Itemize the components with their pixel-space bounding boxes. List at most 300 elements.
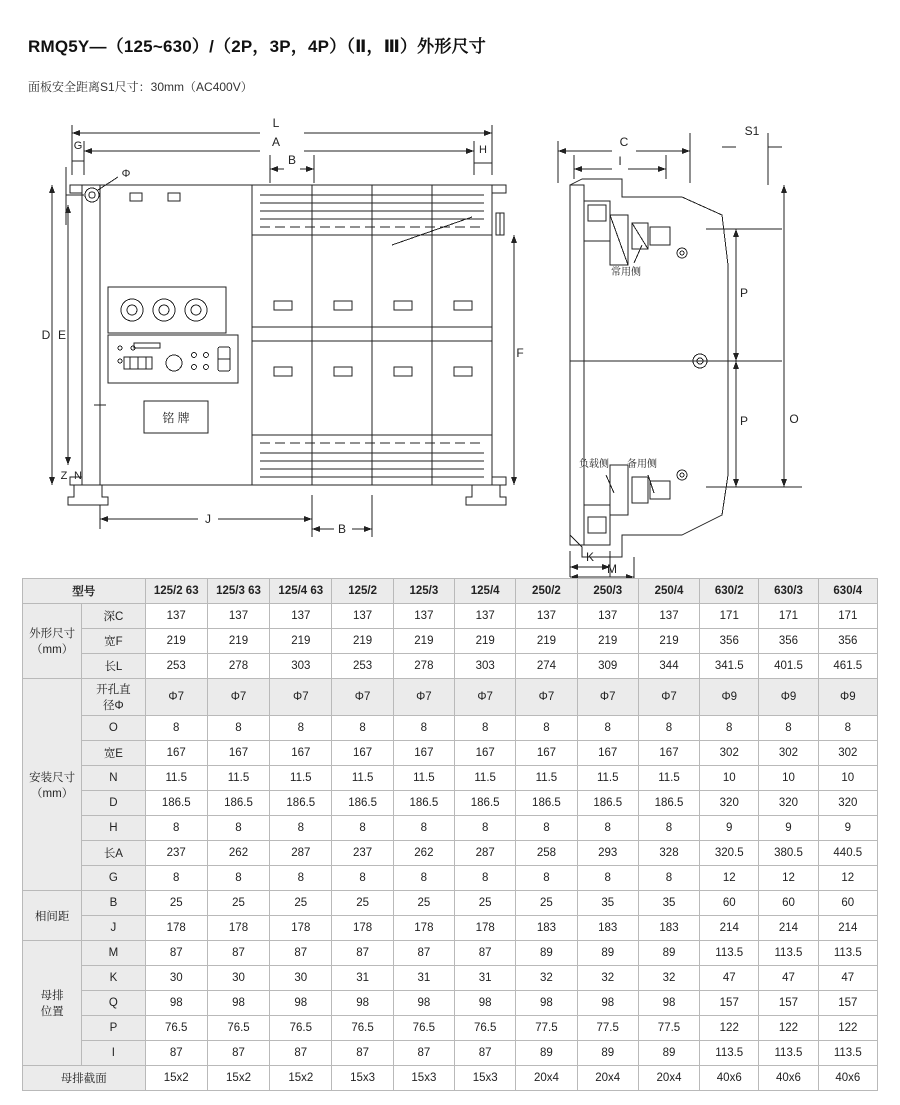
- dim-label-L: L: [272, 116, 280, 130]
- dim-label-F: F: [516, 346, 524, 360]
- cell-1-0-8: Φ7: [638, 679, 699, 716]
- cell-3-3-3: 76.5: [332, 1016, 393, 1041]
- cell-3-2-5: 98: [455, 991, 516, 1016]
- cell-3-3-1: 76.5: [207, 1016, 269, 1041]
- cell-2-0-6: 25: [516, 891, 577, 916]
- cell-1-4-8: 186.5: [638, 791, 699, 816]
- cell-3-1-9: 47: [700, 966, 759, 991]
- cell-1-0-0: Φ7: [145, 679, 207, 716]
- cell-1-5-8: 8: [638, 816, 699, 841]
- cell-3-1-2: 30: [270, 966, 332, 991]
- cell-1-2-9: 302: [700, 741, 759, 766]
- cell-2-1-3: 178: [332, 916, 393, 941]
- header-model-9: 630/2: [700, 579, 759, 604]
- footer-cell-0: 15x2: [145, 1066, 207, 1091]
- cell-1-5-0: 8: [145, 816, 207, 841]
- cell-3-4-4: 87: [393, 1041, 454, 1066]
- cell-3-4-2: 87: [270, 1041, 332, 1066]
- cell-1-2-4: 167: [393, 741, 454, 766]
- outline-dimension-drawing: [22, 105, 878, 576]
- cell-1-6-5: 287: [455, 841, 516, 866]
- cell-3-3-6: 77.5: [516, 1016, 577, 1041]
- footer-cell-10: 40x6: [759, 1066, 818, 1091]
- cell-3-3-8: 77.5: [638, 1016, 699, 1041]
- cell-0-0-0: 137: [145, 604, 207, 629]
- cell-1-7-8: 8: [638, 866, 699, 891]
- cell-2-1-11: 214: [818, 916, 877, 941]
- cell-3-4-8: 89: [638, 1041, 699, 1066]
- cell-3-3-11: 122: [818, 1016, 877, 1041]
- cell-1-0-2: Φ7: [270, 679, 332, 716]
- cell-1-3-10: 10: [759, 766, 818, 791]
- cell-1-2-8: 167: [638, 741, 699, 766]
- cell-0-0-7: 137: [577, 604, 638, 629]
- group-label-3: [23, 941, 82, 1066]
- cell-1-6-1: 262: [207, 841, 269, 866]
- row-label-2-0: B: [82, 891, 145, 916]
- cell-1-6-2: 287: [270, 841, 332, 866]
- row-label-1-3: N: [82, 766, 145, 791]
- cell-3-3-0: 76.5: [145, 1016, 207, 1041]
- cell-1-0-3: Φ7: [332, 679, 393, 716]
- cell-0-0-5: 137: [455, 604, 516, 629]
- group-label-0: [23, 604, 82, 679]
- cell-3-0-0: 87: [145, 941, 207, 966]
- cell-3-0-2: 87: [270, 941, 332, 966]
- cell-0-0-10: 171: [759, 604, 818, 629]
- cell-3-2-0: 98: [145, 991, 207, 1016]
- cell-2-0-8: 35: [638, 891, 699, 916]
- cell-1-1-1: 8: [207, 716, 269, 741]
- cell-1-1-2: 8: [270, 716, 332, 741]
- cell-2-1-4: 178: [393, 916, 454, 941]
- row-label-1-2: 宽E: [82, 741, 145, 766]
- cell-3-3-2: 76.5: [270, 1016, 332, 1041]
- header-model-8: 250/4: [638, 579, 699, 604]
- cell-1-4-5: 186.5: [455, 791, 516, 816]
- cell-3-2-7: 98: [577, 991, 638, 1016]
- dim-label-H: H: [479, 144, 487, 156]
- cell-1-1-0: 8: [145, 716, 207, 741]
- cell-0-1-7: 219: [577, 629, 638, 654]
- row-label-3-3: P: [82, 1016, 145, 1041]
- technical-drawing: [22, 105, 878, 576]
- cell-1-6-11: 440.5: [818, 841, 877, 866]
- cell-0-0-9: 171: [700, 604, 759, 629]
- cell-1-0-9: Φ9: [700, 679, 759, 716]
- cell-3-4-6: 89: [516, 1041, 577, 1066]
- cell-1-3-2: 11.5: [270, 766, 332, 791]
- row-label-1-1: O: [82, 716, 145, 741]
- cell-1-6-3: 237: [332, 841, 393, 866]
- cell-2-1-6: 183: [516, 916, 577, 941]
- header-model-0: 125/2 63: [145, 579, 207, 604]
- cell-0-1-5: 219: [455, 629, 516, 654]
- cell-3-1-11: 47: [818, 966, 877, 991]
- table-row: [23, 866, 878, 891]
- cell-3-4-10: 113.5: [759, 1041, 818, 1066]
- cell-1-1-10: 8: [759, 716, 818, 741]
- cell-1-1-9: 8: [700, 716, 759, 741]
- dim-label-J: J: [205, 512, 211, 526]
- cell-1-6-8: 328: [638, 841, 699, 866]
- cell-1-6-0: 237: [145, 841, 207, 866]
- group-label-line2: 位置: [40, 1006, 64, 1018]
- table-row: [23, 1041, 878, 1066]
- cell-0-2-5: 303: [455, 654, 516, 679]
- cell-1-2-2: 167: [270, 741, 332, 766]
- row-label-1-0: [82, 679, 145, 716]
- cell-3-2-4: 98: [393, 991, 454, 1016]
- cell-1-5-5: 8: [455, 816, 516, 841]
- dim-label-P-upper: P: [739, 286, 749, 300]
- cell-0-0-2: 137: [270, 604, 332, 629]
- footer-cell-6: 20x4: [516, 1066, 577, 1091]
- table-row: [23, 816, 878, 841]
- cell-1-1-6: 8: [516, 716, 577, 741]
- cell-1-2-1: 167: [207, 741, 269, 766]
- cell-3-3-5: 76.5: [455, 1016, 516, 1041]
- group-label-line1: 母排: [40, 990, 64, 1002]
- table-row: [23, 841, 878, 866]
- dim-label-D: D: [41, 328, 51, 342]
- header-model-4: 125/3: [393, 579, 454, 604]
- cell-3-1-0: 30: [145, 966, 207, 991]
- cell-3-3-4: 76.5: [393, 1016, 454, 1041]
- callout-common-side: 常用侧: [611, 267, 641, 278]
- group-label-line1: 相间距: [34, 910, 70, 923]
- footer-cell-4: 15x3: [393, 1066, 454, 1091]
- cell-2-1-7: 183: [577, 916, 638, 941]
- table-header-row: [23, 579, 878, 604]
- cell-1-4-4: 186.5: [393, 791, 454, 816]
- table-row: [23, 654, 878, 679]
- cell-0-1-11: 356: [818, 629, 877, 654]
- cell-0-1-9: 356: [700, 629, 759, 654]
- cell-1-6-10: 380.5: [759, 841, 818, 866]
- row-label-1-7: G: [82, 866, 145, 891]
- cell-1-6-7: 293: [577, 841, 638, 866]
- cell-0-1-1: 219: [207, 629, 269, 654]
- footer-cell-8: 20x4: [638, 1066, 699, 1091]
- row-label-1-6: 长A: [82, 841, 145, 866]
- cell-1-6-4: 262: [393, 841, 454, 866]
- dim-label-G: G: [73, 140, 83, 152]
- cell-3-4-0: 87: [145, 1041, 207, 1066]
- cell-0-1-10: 356: [759, 629, 818, 654]
- cell-2-1-10: 214: [759, 916, 818, 941]
- cell-1-4-10: 320: [759, 791, 818, 816]
- cell-2-0-0: 25: [145, 891, 207, 916]
- cell-2-0-2: 25: [270, 891, 332, 916]
- callout-standby-side: 备用侧: [627, 459, 657, 470]
- table-row: [23, 679, 878, 716]
- cell-1-3-8: 11.5: [638, 766, 699, 791]
- header-model-1: 125/3 63: [207, 579, 269, 604]
- cell-3-4-3: 87: [332, 1041, 393, 1066]
- cell-2-1-9: 214: [700, 916, 759, 941]
- cell-1-2-0: 167: [145, 741, 207, 766]
- table-row: [23, 891, 878, 916]
- group-label-1: [23, 679, 82, 891]
- dim-label-E: E: [57, 328, 67, 342]
- cell-0-2-0: 253: [145, 654, 207, 679]
- cell-1-6-9: 320.5: [700, 841, 759, 866]
- row-label-0-1: 宽F: [82, 629, 145, 654]
- cell-3-4-1: 87: [207, 1041, 269, 1066]
- row-label-line2: 径Φ: [103, 700, 124, 712]
- footer-cell-11: 40x6: [818, 1066, 877, 1091]
- cell-1-0-11: Φ9: [818, 679, 877, 716]
- header-model-3: 125/2: [332, 579, 393, 604]
- footer-cell-7: 20x4: [577, 1066, 638, 1091]
- cell-0-2-3: 253: [332, 654, 393, 679]
- table-footer-row: [23, 1066, 878, 1091]
- cell-3-0-7: 89: [577, 941, 638, 966]
- cell-3-1-3: 31: [332, 966, 393, 991]
- group-label-2: [23, 891, 82, 941]
- row-label-0-2: 长L: [82, 654, 145, 679]
- dim-label-N: N: [74, 470, 82, 482]
- cell-3-3-10: 122: [759, 1016, 818, 1041]
- cell-2-0-11: 60: [818, 891, 877, 916]
- cell-0-1-8: 219: [638, 629, 699, 654]
- footer-cell-1: 15x2: [207, 1066, 269, 1091]
- group-label-line1: 安装尺寸: [29, 771, 76, 784]
- header-model-7: 250/3: [577, 579, 638, 604]
- cell-0-0-8: 137: [638, 604, 699, 629]
- cell-1-1-8: 8: [638, 716, 699, 741]
- table-row: [23, 629, 878, 654]
- cell-0-0-4: 137: [393, 604, 454, 629]
- cell-1-5-9: 9: [700, 816, 759, 841]
- cell-1-7-11: 12: [818, 866, 877, 891]
- cell-1-2-11: 302: [818, 741, 877, 766]
- dim-label-O: O: [789, 412, 799, 426]
- cell-1-2-10: 302: [759, 741, 818, 766]
- dim-label-C: C: [619, 135, 629, 149]
- cell-1-1-7: 8: [577, 716, 638, 741]
- cell-1-7-9: 12: [700, 866, 759, 891]
- cell-3-0-5: 87: [455, 941, 516, 966]
- cell-2-0-1: 25: [207, 891, 269, 916]
- table-row: [23, 941, 878, 966]
- cell-2-0-5: 25: [455, 891, 516, 916]
- cell-1-0-1: Φ7: [207, 679, 269, 716]
- table-row: [23, 766, 878, 791]
- cell-1-3-1: 11.5: [207, 766, 269, 791]
- footer-label: 母排截面: [23, 1066, 146, 1091]
- cell-1-3-3: 11.5: [332, 766, 393, 791]
- cell-1-3-4: 11.5: [393, 766, 454, 791]
- cell-1-5-3: 8: [332, 816, 393, 841]
- cell-2-1-5: 178: [455, 916, 516, 941]
- cell-1-3-9: 10: [700, 766, 759, 791]
- dim-label-B-top: B: [287, 153, 297, 167]
- cell-2-1-2: 178: [270, 916, 332, 941]
- dim-label-phi: Φ: [121, 168, 131, 180]
- dim-label-P-lower: P: [739, 414, 749, 428]
- cell-3-0-8: 89: [638, 941, 699, 966]
- header-model-5: 125/4: [455, 579, 516, 604]
- cell-3-0-10: 113.5: [759, 941, 818, 966]
- cell-2-0-10: 60: [759, 891, 818, 916]
- cell-1-0-10: Φ9: [759, 679, 818, 716]
- row-label-2-1: J: [82, 916, 145, 941]
- row-label-3-2: Q: [82, 991, 145, 1016]
- cell-0-1-6: 219: [516, 629, 577, 654]
- cell-3-2-6: 98: [516, 991, 577, 1016]
- cell-3-1-10: 47: [759, 966, 818, 991]
- cell-3-1-4: 31: [393, 966, 454, 991]
- cell-1-7-2: 8: [270, 866, 332, 891]
- cell-1-4-2: 186.5: [270, 791, 332, 816]
- row-label-3-0: M: [82, 941, 145, 966]
- nameplate-label: 铭 牌: [162, 411, 190, 425]
- cell-3-2-8: 98: [638, 991, 699, 1016]
- cell-1-4-11: 320: [818, 791, 877, 816]
- cell-0-0-11: 171: [818, 604, 877, 629]
- cell-3-4-5: 87: [455, 1041, 516, 1066]
- spec-table: [22, 578, 878, 1091]
- dim-label-S1: S1: [744, 124, 760, 138]
- row-label-0-0: 深C: [82, 604, 145, 629]
- cell-1-4-3: 186.5: [332, 791, 393, 816]
- group-label-line1: 外形尺寸: [29, 628, 76, 640]
- cell-3-0-9: 113.5: [700, 941, 759, 966]
- cell-2-0-4: 25: [393, 891, 454, 916]
- cell-1-2-3: 167: [332, 741, 393, 766]
- spec-table-body: [23, 579, 878, 1091]
- cell-0-2-8: 344: [638, 654, 699, 679]
- cell-1-5-11: 9: [818, 816, 877, 841]
- table-row: [23, 791, 878, 816]
- cell-1-1-11: 8: [818, 716, 877, 741]
- cell-3-4-7: 89: [577, 1041, 638, 1066]
- table-row: [23, 966, 878, 991]
- dim-label-Z: Z: [60, 470, 68, 482]
- cell-1-3-6: 11.5: [516, 766, 577, 791]
- cell-2-1-8: 183: [638, 916, 699, 941]
- cell-1-7-3: 8: [332, 866, 393, 891]
- cell-1-7-4: 8: [393, 866, 454, 891]
- cell-1-5-1: 8: [207, 816, 269, 841]
- row-label-1-4: D: [82, 791, 145, 816]
- table-row: [23, 916, 878, 941]
- callout-load-side: 负载侧: [579, 459, 609, 470]
- cell-0-2-7: 309: [577, 654, 638, 679]
- dim-label-M: M: [607, 562, 617, 576]
- row-label-line1: 开孔直: [96, 684, 131, 696]
- cell-3-0-11: 113.5: [818, 941, 877, 966]
- cell-1-5-2: 8: [270, 816, 332, 841]
- header-model-6: 250/2: [516, 579, 577, 604]
- cell-1-4-9: 320: [700, 791, 759, 816]
- cell-3-0-6: 89: [516, 941, 577, 966]
- table-row: [23, 1016, 878, 1041]
- cell-1-5-7: 8: [577, 816, 638, 841]
- cell-2-0-9: 60: [700, 891, 759, 916]
- cell-0-1-0: 219: [145, 629, 207, 654]
- cell-3-2-2: 98: [270, 991, 332, 1016]
- cell-3-2-10: 157: [759, 991, 818, 1016]
- cell-0-0-6: 137: [516, 604, 577, 629]
- cell-1-0-6: Φ7: [516, 679, 577, 716]
- dim-label-B-bottom: B: [337, 522, 347, 536]
- cell-1-2-6: 167: [516, 741, 577, 766]
- cell-3-0-1: 87: [207, 941, 269, 966]
- cell-3-1-7: 32: [577, 966, 638, 991]
- cell-1-6-6: 258: [516, 841, 577, 866]
- cell-0-1-4: 219: [393, 629, 454, 654]
- row-label-1-5: H: [82, 816, 145, 841]
- cell-3-4-11: 113.5: [818, 1041, 877, 1066]
- cell-1-0-5: Φ7: [455, 679, 516, 716]
- header-model-label: 型号: [23, 579, 146, 604]
- cell-3-3-9: 122: [700, 1016, 759, 1041]
- cell-1-0-7: Φ7: [577, 679, 638, 716]
- dim-label-K: K: [585, 550, 595, 564]
- cell-1-7-5: 8: [455, 866, 516, 891]
- cell-2-1-1: 178: [207, 916, 269, 941]
- header-model-10: 630/3: [759, 579, 818, 604]
- cell-2-1-0: 178: [145, 916, 207, 941]
- cell-1-7-0: 8: [145, 866, 207, 891]
- cell-0-0-3: 137: [332, 604, 393, 629]
- cell-0-0-1: 137: [207, 604, 269, 629]
- header-model-2: 125/4 63: [270, 579, 332, 604]
- cell-2-0-3: 25: [332, 891, 393, 916]
- row-label-3-4: I: [82, 1041, 145, 1066]
- cell-3-2-1: 98: [207, 991, 269, 1016]
- cell-1-1-5: 8: [455, 716, 516, 741]
- cell-3-1-6: 32: [516, 966, 577, 991]
- group-label-line2: （mm）: [31, 787, 74, 800]
- table-row: [23, 604, 878, 629]
- cell-1-7-1: 8: [207, 866, 269, 891]
- cell-3-2-11: 157: [818, 991, 877, 1016]
- spec-table-wrapper: [22, 578, 878, 1091]
- cell-1-5-10: 9: [759, 816, 818, 841]
- cell-1-1-4: 8: [393, 716, 454, 741]
- cell-1-5-6: 8: [516, 816, 577, 841]
- cell-1-3-11: 10: [818, 766, 877, 791]
- cell-1-7-6: 8: [516, 866, 577, 891]
- cell-3-2-3: 98: [332, 991, 393, 1016]
- footer-cell-5: 15x3: [455, 1066, 516, 1091]
- cell-3-1-5: 31: [455, 966, 516, 991]
- cell-1-4-6: 186.5: [516, 791, 577, 816]
- cell-3-4-9: 113.5: [700, 1041, 759, 1066]
- cell-1-4-7: 186.5: [577, 791, 638, 816]
- cell-0-2-1: 278: [207, 654, 269, 679]
- cell-0-1-3: 219: [332, 629, 393, 654]
- cell-1-5-4: 8: [393, 816, 454, 841]
- cell-0-1-2: 219: [270, 629, 332, 654]
- table-row: [23, 991, 878, 1016]
- page-title: RMQ5Y—（125~630）/（2P，3P，4P）（Ⅱ，Ⅲ）外形尺寸: [28, 37, 486, 56]
- cell-0-2-4: 278: [393, 654, 454, 679]
- cell-2-0-7: 35: [577, 891, 638, 916]
- table-row: [23, 741, 878, 766]
- table-row: [23, 716, 878, 741]
- dim-label-A: A: [271, 135, 281, 149]
- footer-cell-9: 40x6: [700, 1066, 759, 1091]
- cell-1-2-7: 167: [577, 741, 638, 766]
- cell-3-0-4: 87: [393, 941, 454, 966]
- cell-1-2-5: 167: [455, 741, 516, 766]
- cell-1-7-7: 8: [577, 866, 638, 891]
